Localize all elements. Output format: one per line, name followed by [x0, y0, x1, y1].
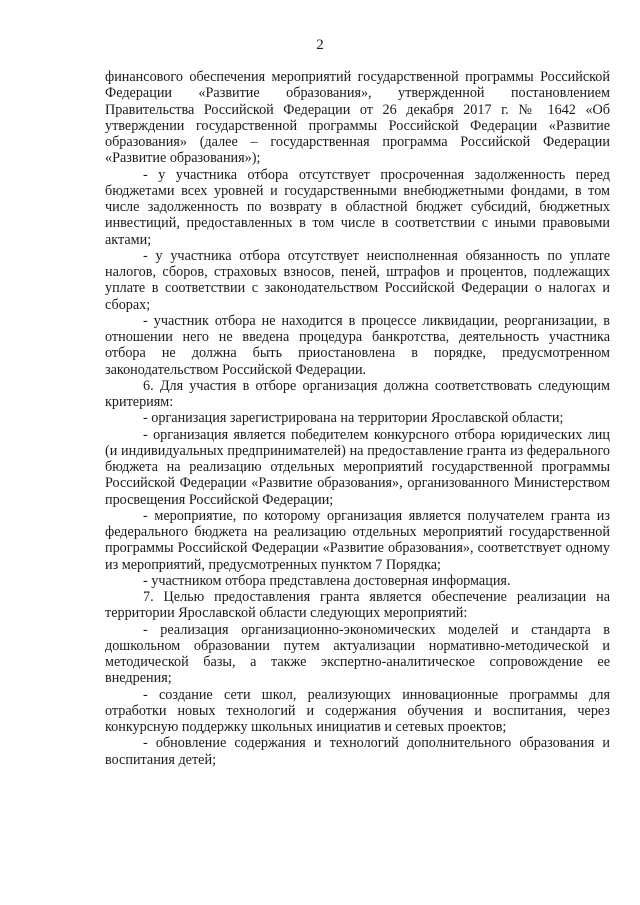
paragraph-criterion-activity: - мероприятие, по которому организация является получателем гранта из федерального бюджета на реализацию отдельных мероприятий государственной программы Российской Федерации «Развитие образования», соответствует одному из мероприятий, предусмотренных пунктом 7 Порядка;	[105, 507, 610, 573]
paragraph-activity-preschool: - реализация организационно-экономических моделей и стандарта в дошкольном образовании путем актуализации нормативно-методической и методической базы, а также экспертно-аналитическое сопровождение ее внедрения;	[105, 621, 610, 687]
paragraph-activity-school-network: - создание сети школ, реализующих инновационные программы для отработки новых технологий и содержания обучения и воспитания, через конкурсную поддержку школьных инициатив и сетевых проектов;	[105, 686, 610, 735]
paragraph-criterion-reliable-info: - участником отбора представлена достоверная информация.	[143, 572, 511, 589]
paragraph-criterion-registered: - организация зарегистрирована на территории Ярославской области;	[143, 410, 564, 427]
paragraph-clause-7: 7. Целью предоставления гранта является обеспечение реализации на территории Ярославской области следующих мероприятий:	[105, 589, 610, 622]
paragraph-requirement-no-debt: - у участника отбора отсутствует просроченная задолженность перед бюджетами всех уровней и государственными внебюджетными фондами, в том числе задолженность по возврату в областной бюджет субсидий, бюджетных инвестиций, предоставленных в том числе в соответствии с иными правовыми актами;	[105, 166, 610, 248]
paragraph-requirement-no-liquidation: - участник отбора не находится в процессе ликвидации, реорганизации, в отношении него не введена процедура банкротства, деятельность участника отбора не должна быть приостановлена в порядке, предусмотренном законодательством Российской Федерации.	[105, 312, 610, 378]
paragraph-clause-6: 6. Для участия в отборе организация должна соответствовать следующим критериям:	[105, 377, 610, 410]
paragraph-activity-additional-education: - обновление содержания и технологий дополнительного образования и воспитания детей;	[105, 735, 610, 768]
paragraph-criterion-winner: - организация является победителем конкурсного отбора юридических лиц (и индивидуальных предпринимателей) на предоставление гранта из федерального бюджета на реализацию отдельных мероприятий государственной программы Российской Федерации «Развитие образования», организованного Министерством просвещения Российской Федерации;	[105, 426, 610, 508]
paragraph-requirement-no-tax-obligation: - у участника отбора отсутствует неисполненная обязанность по уплате налогов, сборов, страховых взносов, пеней, штрафов и процентов, подлежащих уплате в соответствии с законодательством Российской Федерации о налогах и сборах;	[105, 247, 610, 313]
document-body	[105, 69, 610, 768]
page-number: 2	[316, 37, 324, 53]
paragraph-continuation: финансового обеспечения мероприятий государственной программы Российской Федерации «Развитие образования», утвержденной постановлением Правительства Российской Федерации от 26 декабря 2017 г. № 1642 «Об утверждении государственной программы Российской Федерации «Развитие образования» (далее – государственная программа Российской Федерации «Развитие образования»);	[105, 69, 610, 167]
